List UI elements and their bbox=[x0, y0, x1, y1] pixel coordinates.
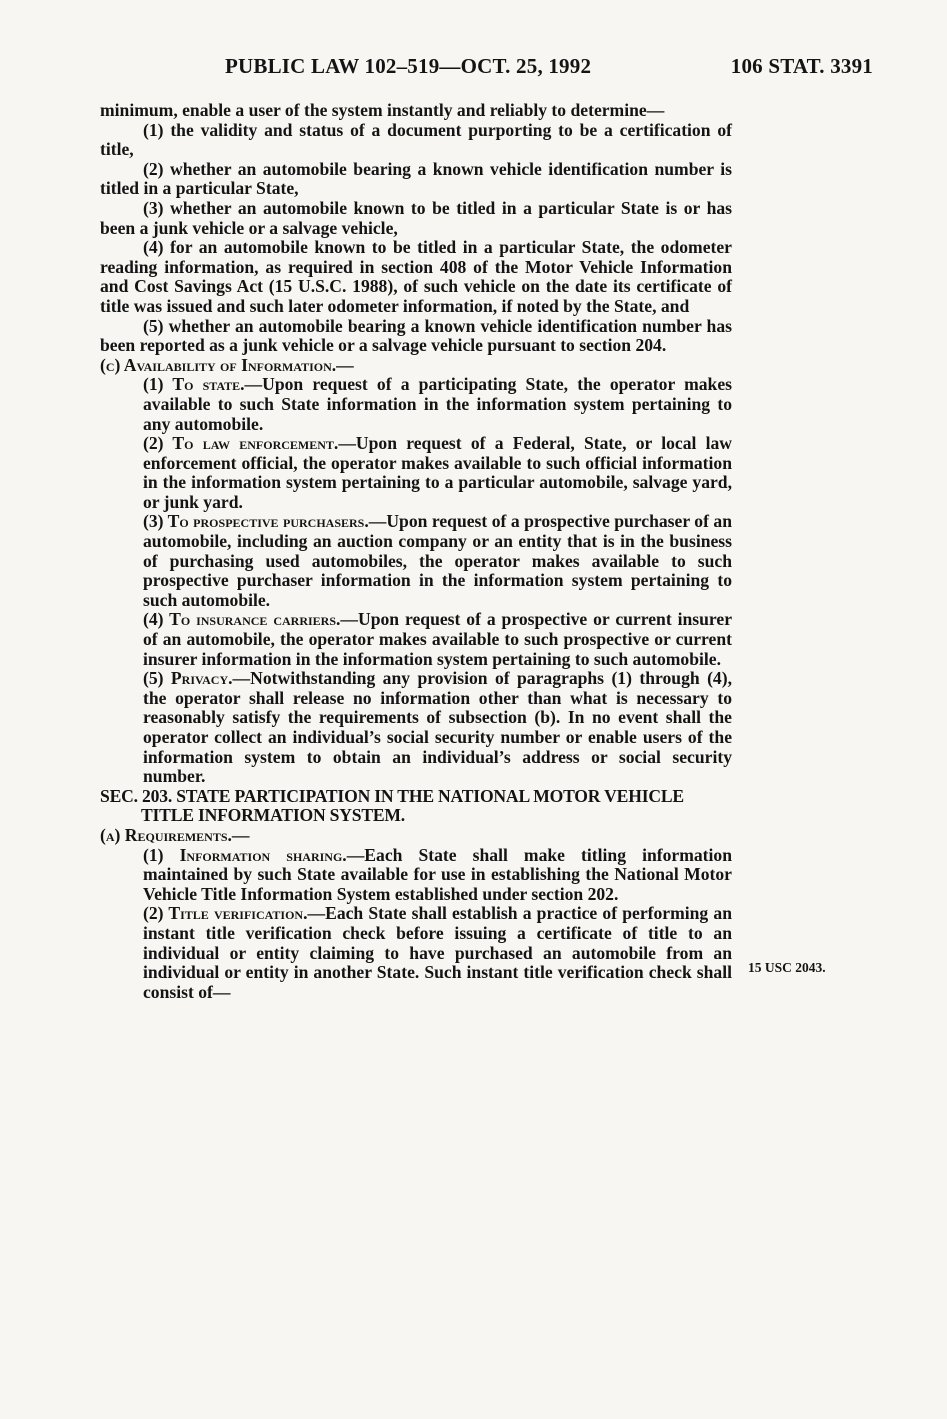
paragraph-c2 bbox=[100, 434, 732, 512]
stat-page-number: 106 STAT. 3391 bbox=[730, 54, 873, 78]
paragraph-c1-body: —Upon request of a participating State, the operator makes available to such State information in the information system pertaining to any automobile. bbox=[143, 374, 733, 434]
paragraph-b1: (1) the validity and status of a document purporting to be a certification of title, bbox=[100, 119, 732, 160]
paragraph-b4: (4) for an automobile known to be titled in a particular State, the odometer reading information, as required in section 408 of the Motor Vehicle Information and Cost Savings Act (15 U.S.C. 1988), of such vehicle on the date its certificate of title was issued and such later odometer information, if noted by the State, and bbox=[100, 237, 732, 316]
paragraph-c1 bbox=[100, 375, 732, 434]
section-heading: SEC. 203. STATE PARTICIPATION IN THE NATIONAL MOTOR VEHICLE TITLE INFORMATION SYSTEM. bbox=[100, 785, 684, 826]
paragraph-b3: (3) whether an automobile known to be titled in a particular State is or has been a junk vehicle or a salvage vehicle, bbox=[100, 197, 732, 238]
subsection-c-heading: (c) Availability of Information.— bbox=[100, 354, 354, 375]
paragraph-c4-heading: (4) To insurance carriers. bbox=[143, 609, 341, 630]
paragraph-a1-heading: (1) Information sharing. bbox=[143, 844, 347, 865]
paragraph-b5: (5) whether an automobile bearing a known vehicle identification number has been reported as a junk vehicle or a salvage vehicle pursuant to section 204. bbox=[100, 315, 732, 356]
page-header bbox=[0, 54, 947, 84]
paragraph-c5-heading: (5) Privacy. bbox=[143, 668, 233, 689]
paragraph-c5-body: —Notwithstanding any provision of paragraphs (1) through (4), the operator shall release no information other than what is necessary to reasonably satisfy the requirements of subsection (b). In no event shall the operator collect an individual’s social security number or enable users of the information system to obtain an individual’s address or social security number. bbox=[143, 668, 732, 787]
paragraph-c4-body: —Upon request of a prospective or current insurer of an automobile, the operator makes available to such prospective or current insurer information in the information system pertaining to such automobile. bbox=[143, 609, 733, 669]
running-head: PUBLIC LAW 102–519—OCT. 25, 1992 bbox=[225, 54, 592, 78]
paragraph-c3-heading: (3) To prospective purchasers. bbox=[143, 511, 369, 532]
paragraph-c2-heading: (2) To law enforcement. bbox=[143, 433, 339, 454]
subsection-a-heading: (a) Requirements.— bbox=[100, 824, 250, 845]
paragraph-b2: (2) whether an automobile bearing a known vehicle identification number is titled in a particular State, bbox=[100, 158, 732, 199]
paragraph-c5 bbox=[100, 669, 732, 787]
paragraph-c1-heading: (1) To state. bbox=[143, 374, 245, 395]
body-text bbox=[100, 101, 732, 1002]
paragraph-continuation: minimum, enable a user of the system instantly and reliably to determine— bbox=[100, 100, 665, 120]
paragraph-a1 bbox=[100, 846, 732, 905]
paragraph-c3-body: —Upon request of a prospective purchaser of an automobile, including an auction company or an entity that is in the business of purchasing used automobiles, the operator makes available to such prospective purchaser information in the information system pertaining to such automobile. bbox=[143, 511, 732, 610]
usc-sidenote: 15 USC 2043. bbox=[748, 960, 826, 975]
paragraph-c2-body: —Upon request of a Federal, State, or local law enforcement official, the operator makes available to such official information in the information system pertaining to a particular automobile, salvage yard, or junk yard. bbox=[143, 433, 732, 512]
paragraph-a2 bbox=[100, 904, 732, 1002]
paragraph-a2-heading: (2) Title verification. bbox=[143, 903, 308, 924]
paragraph-c3 bbox=[100, 512, 732, 610]
paragraph-a1-body: —Each State shall make titling information maintained by such State available for use in establishing the National Motor Vehicle Title Information System established under section 202. bbox=[143, 844, 732, 904]
paragraph-c4 bbox=[100, 610, 732, 669]
paragraph-a2-body: —Each State shall establish a practice of performing an instant title verification check before issuing a certificate of title to an individual or entity claiming to have purchased an automobile from an individual or entity in another State. Such instant title verification check shall consist of— bbox=[143, 903, 732, 1002]
